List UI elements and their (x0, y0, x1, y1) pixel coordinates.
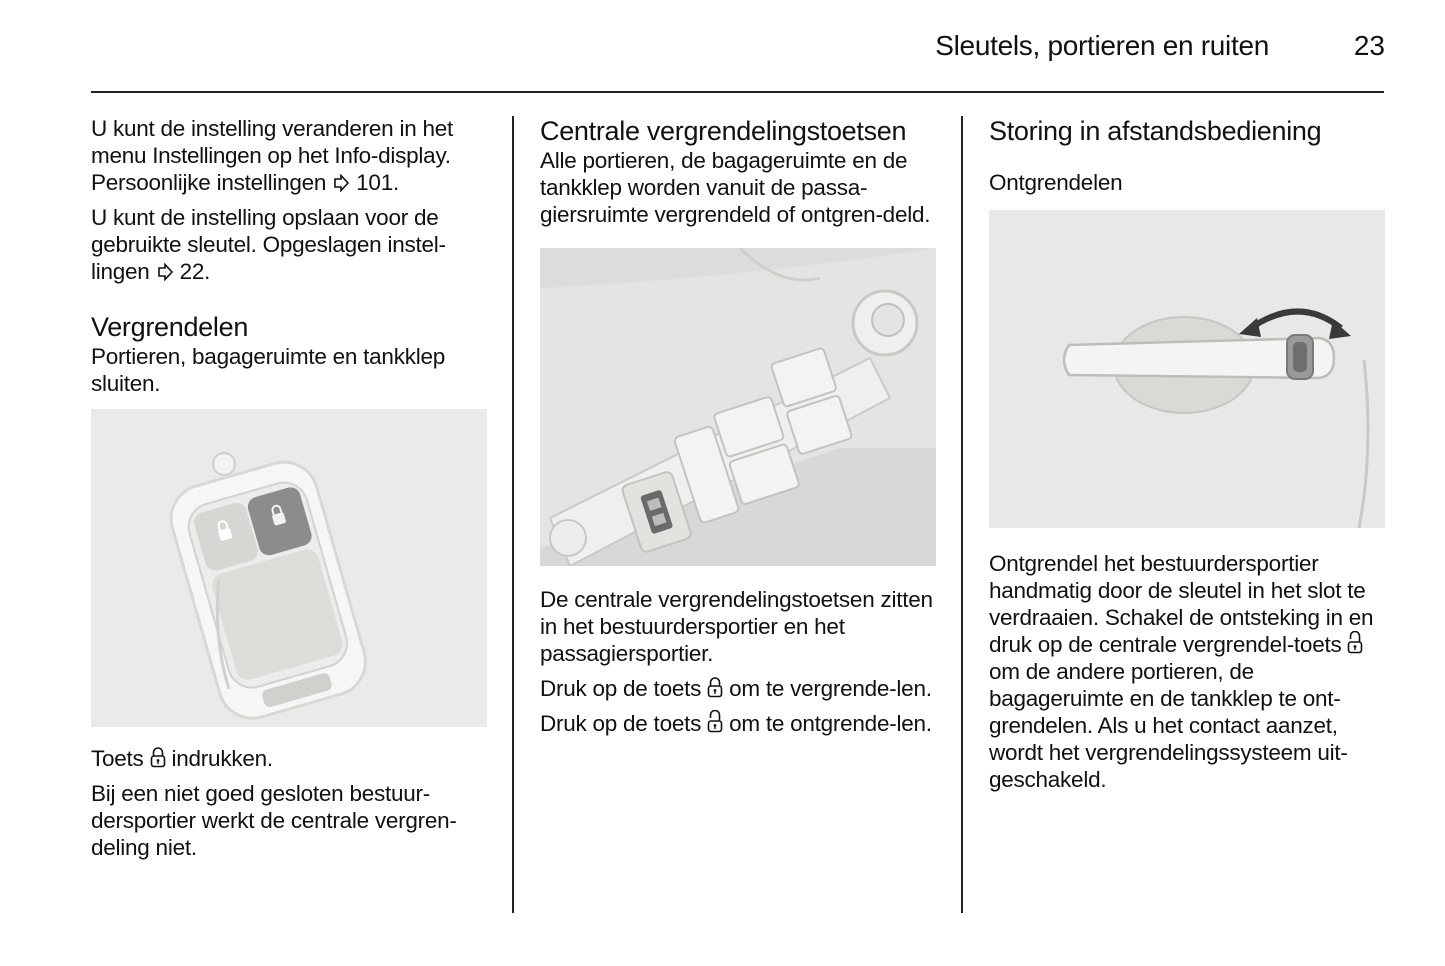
page-ref: 22. (179, 259, 211, 284)
column-divider-1 (512, 116, 514, 913)
unlock-icon (707, 710, 723, 733)
paragraph-alle-portieren: Alle portieren, de bagageruimte en de tankklep worden vanuit de passa-giersruimte vergrendeld of ontgren-deld. (540, 148, 931, 227)
heading-vergrendelen: Vergrendelen (91, 312, 249, 342)
page-number: 23 (1353, 30, 1385, 61)
text: U kunt de instelling veranderen in het menu (91, 116, 453, 168)
header-rule (91, 91, 1384, 93)
column-2 (540, 115, 938, 745)
menu-name-instellingen: Instellingen (152, 143, 262, 168)
lock-icon (150, 747, 166, 768)
paragraph-instellingen (91, 115, 489, 196)
page-ref-arrow-icon (156, 263, 174, 281)
subheading-ontgrendelen: Ontgrendelen (989, 170, 1123, 195)
door-handle-key-illustration (989, 210, 1385, 528)
door-switch-panel-illustration (540, 248, 936, 566)
text: indrukken. (165, 746, 273, 771)
paragraph-toets (91, 745, 489, 772)
text: Ontgrendel het bestuurdersportier handmatig door de sleutel in het slot te verdraaien. Schakel de ontsteking in en druk op de centrale vergrendel-toets (989, 551, 1374, 657)
paragraph-niet-gesloten: Bij een niet goed gesloten bestuur-dersportier werkt de centrale vergren-deling niet. (91, 781, 457, 860)
column-1 (91, 115, 489, 869)
column-3 (989, 115, 1387, 801)
paragraph-vergrendelen: Portieren, bagageruimte en tankklep sluiten. (91, 344, 445, 396)
text: op het Info-display. Persoonlijke instellingen (91, 143, 451, 195)
text: Druk op de toets (540, 711, 708, 736)
heading-storing-afstandsbediening: Storing in afstandsbediening (989, 116, 1322, 146)
unlock-icon (1347, 631, 1363, 654)
text: om te vergrende-len. (723, 676, 932, 701)
running-header-title: Sleutels, portieren en ruiten (935, 30, 1269, 61)
paragraph-toetsen-locatie: De centrale vergrendelingstoetsen zitten in het bestuurdersportier en het passagiersportier. (540, 587, 933, 666)
lock-icon (707, 677, 723, 698)
text: U kunt de instelling opslaan voor de gebruikte sleutel. Opgeslagen instel-lingen (91, 205, 446, 284)
key-fob-illustration (91, 409, 487, 727)
paragraph-opslaan (91, 204, 489, 285)
paragraph-handmatig-ontgrendelen (989, 550, 1387, 793)
text: Toets (91, 746, 150, 771)
text: Druk op de toets (540, 676, 708, 701)
paragraph-ontgrendelen-toets (540, 710, 938, 737)
page-ref-arrow-icon (332, 174, 350, 192)
heading-centrale-vergrendelingstoetsen: Centrale vergrendelingstoetsen (540, 116, 907, 146)
text: om te ontgrende-len. (723, 711, 932, 736)
text: om de andere portieren, de bagageruimte en de tankklep te ont-grendelen. Als u het contact aanzet, wordt het vergrendelingssysteem uit-geschakeld. (989, 659, 1348, 792)
page-ref: 101. (356, 170, 399, 195)
paragraph-vergrendelen-toets (540, 675, 938, 702)
column-divider-2 (961, 116, 963, 913)
